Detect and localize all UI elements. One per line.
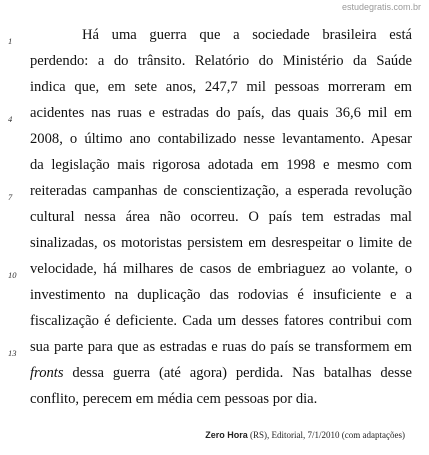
text-line: sinalizadas, os motoristas persistem em desrespeitar o limite de [30,235,412,251]
text-line: investimento na duplicação das rodovias é insuficiente e a [30,287,412,303]
publication-name: Zero Hora [205,430,248,440]
text-line: Há uma guerra que a sociedade brasileira está [82,27,412,43]
text-line: cultural nessa área não ocorreu. O país tem estradas mal [30,209,412,225]
editorial-text [30,22,412,412]
line-number-7: 7 [8,192,13,202]
source-citation [205,430,405,440]
text-line: reiteradas campanhas de conscientização, a esperada revolução [30,183,412,199]
text-line-with-italic [30,360,412,386]
line-number-10: 10 [8,270,17,280]
citation-details: (RS), Editorial, 7/1/2010 (com adaptações) [250,430,405,440]
text-line: sua parte para que as estradas e ruas do país se transformem em [30,339,412,355]
line-number-1: 1 [8,36,13,46]
site-watermark: estudegratis.com.br [341,2,421,12]
text-line: indica que, em sete anos, 247,7 mil pessoas morreram em [30,79,412,95]
text-line: perdendo: a do trânsito. Relatório do Ministério da Saúde [30,53,412,69]
text-line: da legislação mais rigorosa adotada em 1998 e mesmo com [30,157,412,173]
text-line: velocidade, há milhares de casos de embriaguez ao volante, o [30,261,412,277]
text-line: fiscalização é deficiente. Cada um desses fatores contribui com [30,313,412,329]
text-line-rest: dessa guerra (até agora) perdida. Nas batalhas desse [72,365,412,381]
text-line: acidentes nas ruas e estradas do país, das quais 36,6 mil em [30,105,412,121]
line-number-4: 4 [8,114,13,124]
text-line: 2008, o último ano contabilizado nesse levantamento. Apesar [30,131,412,147]
line-number-13: 13 [8,348,17,358]
text-line: conflito, perecem em média cem pessoas por dia. [30,391,318,407]
italic-word: fronts [30,365,64,381]
